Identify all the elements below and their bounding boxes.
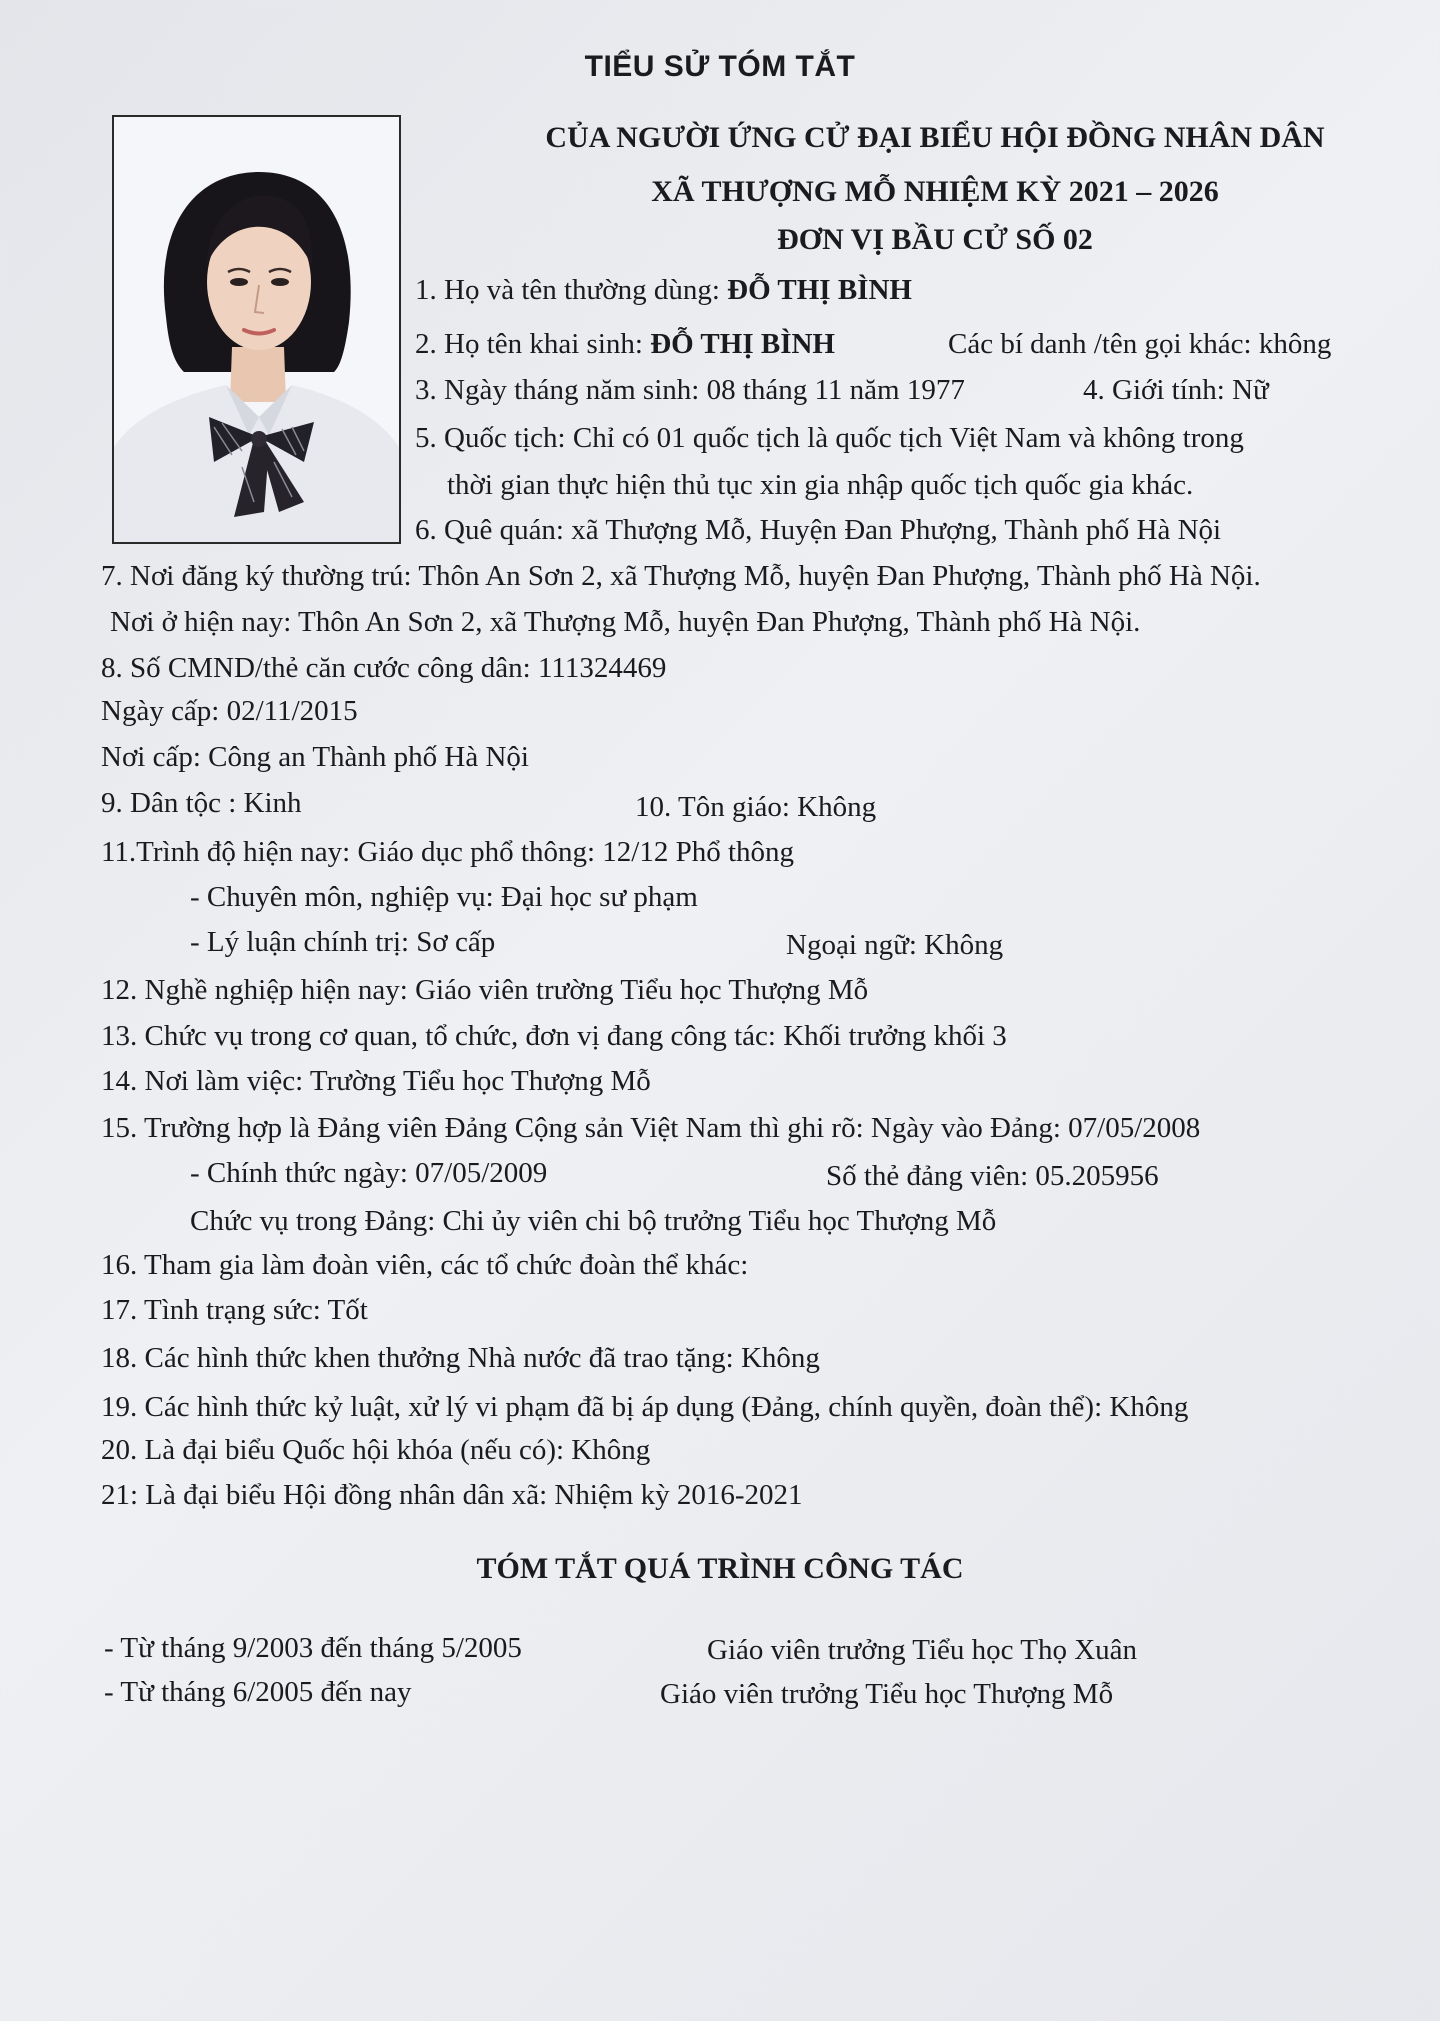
field-birth-name-value: ĐỖ THỊ BÌNH <box>650 328 835 360</box>
field-common-name-label: 1. Họ và tên thường dùng: <box>415 274 728 306</box>
field-gender: 4. Giới tính: Nữ <box>1083 374 1269 406</box>
field-nationality: 5. Quốc tịch: Chỉ có 01 quốc tịch là quốc tịch Việt Nam và không trong <box>415 422 1244 454</box>
field-national-assembly: 20. Là đại biểu Quốc hội khóa (nếu có): Không <box>101 1434 651 1466</box>
field-education-political: - Lý luận chính trị: Sơ cấp <box>190 926 496 958</box>
field-current-address: Nơi ở hiện nay: Thôn An Sơn 2, xã Thượng Mỗ, huyện Đan Phượng, Thành phố Hà Nội. <box>110 606 1141 638</box>
field-workplace: 14. Nơi làm việc: Trường Tiểu học Thượng Mỗ <box>101 1065 651 1097</box>
heading-line-3: ĐƠN VỊ BẦU CỬ SỐ 02 <box>777 223 1093 256</box>
field-position: 13. Chức vụ trong cơ quan, tổ chức, đơn vị đang công tác: Khối trưởng khối 3 <box>101 1020 1007 1052</box>
field-alias: Các bí danh /tên gọi khác: không <box>948 328 1332 360</box>
field-health: 17. Tình trạng sức: Tốt <box>101 1294 368 1326</box>
career-position-2: Giáo viên trưởng Tiểu học Thượng Mỗ <box>660 1678 1114 1710</box>
field-party-role: Chức vụ trong Đảng: Chi ủy viên chi bộ trưởng Tiểu học Thượng Mỗ <box>190 1205 997 1237</box>
field-awards: 18. Các hình thức khen thưởng Nhà nước đã trao tặng: Không <box>101 1342 820 1374</box>
field-common-name-value: ĐỖ THỊ BÌNH <box>727 274 912 306</box>
career-position-1: Giáo viên trưởng Tiểu học Thọ Xuân <box>707 1634 1138 1666</box>
field-party-card: Số thẻ đảng viên: 05.205956 <box>826 1160 1159 1192</box>
field-foreign-language: Ngoại ngữ: Không <box>786 929 1004 961</box>
field-education: 11.Trình độ hiện nay: Giáo dục phổ thông: 12/12 Phổ thông <box>101 836 795 868</box>
field-ethnicity: 9. Dân tộc : Kinh <box>101 787 302 819</box>
field-id-issue-date: Ngày cấp: 02/11/2015 <box>101 695 358 727</box>
career-section-title: TÓM TẮT QUÁ TRÌNH CÔNG TÁC <box>476 1552 964 1585</box>
field-discipline: 19. Các hình thức kỷ luật, xử lý vi phạm đã bị áp dụng (Đảng, chính quyền, đoàn thể): Không <box>101 1391 1189 1423</box>
field-id-issue-place: Nơi cấp: Công an Thành phố Hà Nội <box>101 741 529 773</box>
field-religion: 10. Tôn giáo: Không <box>635 791 877 823</box>
field-education-professional: - Chuyên môn, nghiệp vụ: Đại học sư phạm <box>190 881 698 913</box>
portrait-illustration <box>114 117 399 542</box>
field-birth-date: 3. Ngày tháng năm sinh: 08 tháng 11 năm 1977 <box>415 374 965 406</box>
document-title: TIỂU SỬ TÓM TẮT <box>584 50 856 83</box>
field-hometown: 6. Quê quán: xã Thượng Mỗ, Huyện Đan Phượng, Thành phố Hà Nội <box>415 514 1222 546</box>
career-period-2: - Từ tháng 6/2005 đến nay <box>104 1676 412 1708</box>
field-nationality-cont: thời gian thực hiện thủ tục xin gia nhập quốc tịch quốc gia khác. <box>447 469 1194 501</box>
field-occupation: 12. Nghề nghiệp hiện nay: Giáo viên trường Tiểu học Thượng Mỗ <box>101 974 869 1006</box>
heading-line-1: CỦA NGƯỜI ỨNG CỬ ĐẠI BIỂU HỘI ĐỒNG NHÂN DÂN <box>545 121 1325 154</box>
field-council-term: 21: Là đại biểu Hội đồng nhân dân xã: Nhiệm kỳ 2016-2021 <box>101 1479 803 1511</box>
field-common-name <box>415 272 912 308</box>
field-permanent-address: 7. Nơi đăng ký thường trú: Thôn An Sơn 2, xã Thượng Mỗ, huyện Đan Phượng, Thành phố Hà Nội. <box>101 560 1261 592</box>
portrait-photo <box>112 115 401 544</box>
field-id-number: 8. Số CMND/thẻ căn cước công dân: 111324469 <box>101 652 667 684</box>
field-party-membership: 15. Trường hợp là Đảng viên Đảng Cộng sản Việt Nam thì ghi rõ: Ngày vào Đảng: 07/05/2008 <box>101 1112 1201 1144</box>
field-birth-name-label: 2. Họ tên khai sinh: <box>415 328 651 360</box>
career-period-1: - Từ tháng 9/2003 đến tháng 5/2005 <box>104 1632 522 1664</box>
field-party-official-date: - Chính thức ngày: 07/05/2009 <box>190 1157 548 1189</box>
field-birth-name <box>415 326 835 362</box>
heading-line-2: XÃ THƯỢNG MỖ NHIỆM KỲ 2021 – 2026 <box>651 175 1219 208</box>
field-organizations: 16. Tham gia làm đoàn viên, các tổ chức đoàn thể khác: <box>101 1249 749 1281</box>
